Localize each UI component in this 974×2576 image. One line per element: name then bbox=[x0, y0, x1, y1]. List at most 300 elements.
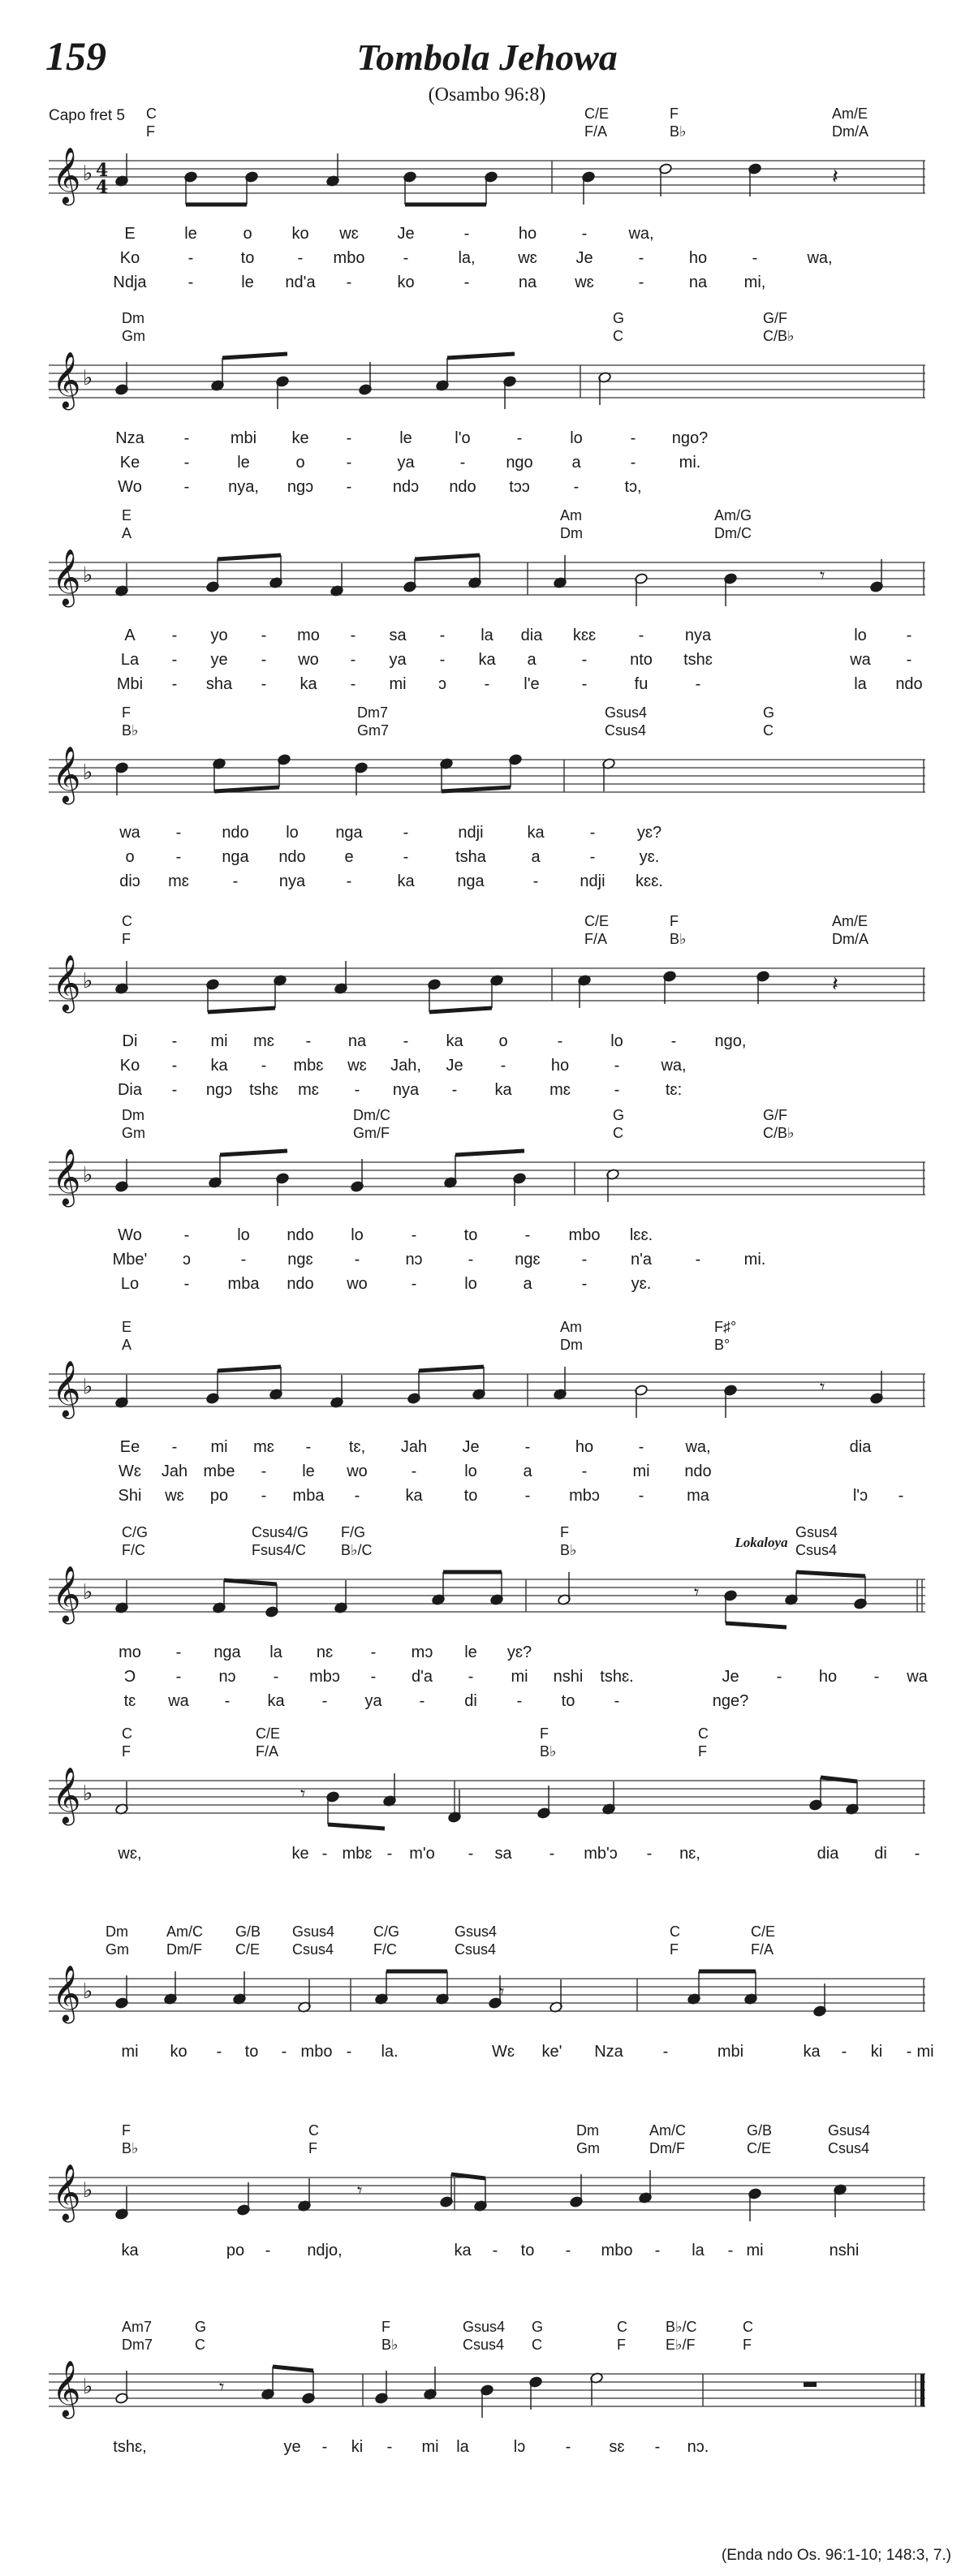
lyric-syllable: - bbox=[459, 454, 466, 472]
lyric-syllable: lo bbox=[610, 1032, 623, 1050]
lyric-syllable: mi bbox=[389, 675, 407, 693]
chord-symbol-capo: C bbox=[195, 2337, 205, 2353]
lyric-syllable: ka bbox=[210, 1057, 228, 1075]
chord-symbol: F bbox=[381, 2319, 390, 2335]
lyric-syllable: - bbox=[581, 1275, 588, 1293]
chord-symbol-capo: F/C bbox=[373, 1941, 397, 1958]
lyric-syllable: po bbox=[226, 2242, 245, 2259]
lyric-syllable: ndo bbox=[287, 1275, 314, 1293]
lyric-syllable: lo bbox=[464, 1275, 477, 1293]
chord-symbol-capo: Csus4 bbox=[463, 2337, 505, 2353]
chord-symbol-capo: F/A bbox=[751, 1941, 774, 1958]
lyric-syllable: - bbox=[386, 2438, 393, 2456]
staff-system bbox=[49, 147, 925, 205]
final-barline bbox=[920, 2374, 924, 2406]
lyric-syllable: mi bbox=[511, 1668, 528, 1686]
lyric-syllable: ngɛ bbox=[515, 1251, 541, 1269]
lyric-syllable: - bbox=[171, 1081, 178, 1099]
lyric-syllable: - bbox=[261, 1057, 267, 1075]
lyric-syllable: na bbox=[347, 1032, 367, 1050]
lyric-syllable: to bbox=[244, 2043, 259, 2061]
lyric-syllable: o bbox=[125, 848, 135, 866]
key-signature-flat-icon: ♭ bbox=[83, 366, 93, 390]
treble-clef-icon: 𝄞 bbox=[52, 147, 81, 204]
lyric-syllable: mɛ bbox=[253, 1438, 274, 1456]
lyric-syllable: tɔɔ bbox=[509, 478, 530, 496]
chord-symbol-capo: B♭ bbox=[540, 1743, 557, 1760]
chord-symbol: C/E bbox=[584, 106, 610, 122]
lyric-syllable: ma bbox=[687, 1487, 709, 1505]
lyric-syllable: - bbox=[171, 627, 178, 644]
lyric-syllable: Ndja bbox=[113, 274, 147, 291]
lyric-syllable: mi, bbox=[743, 274, 766, 291]
lyric-syllable: la bbox=[456, 2438, 469, 2456]
lyric-syllable: nto bbox=[630, 651, 653, 669]
lyric-syllable: tɛ bbox=[123, 1692, 136, 1710]
treble-clef-icon: 𝄞 bbox=[52, 746, 81, 803]
lyric-syllable: ngo, bbox=[714, 1032, 747, 1050]
lyric-syllable: sha bbox=[205, 675, 233, 693]
lyric-syllable: wa, bbox=[628, 225, 654, 243]
lyric-syllable: ke bbox=[291, 1845, 309, 1863]
chord-symbol-capo: B♭ bbox=[560, 1542, 577, 1558]
lyric-syllable: - bbox=[187, 249, 194, 267]
lyric-syllable: ko bbox=[397, 274, 415, 291]
lyric-syllable: - bbox=[281, 2043, 287, 2061]
lyric-syllable: ndji bbox=[580, 872, 606, 890]
lyric-syllable: nya bbox=[684, 627, 712, 644]
chord-symbol: Dm bbox=[122, 1107, 144, 1123]
key-signature-flat-icon: ♭ bbox=[83, 1580, 93, 1605]
lyric-syllable: - bbox=[524, 1226, 531, 1244]
lyric-syllable: nge? bbox=[712, 1692, 749, 1710]
lyric-syllable: - bbox=[261, 1487, 267, 1505]
lyric-syllable: lo bbox=[570, 429, 583, 447]
lyric-syllable: - bbox=[898, 1487, 904, 1505]
beam bbox=[208, 1008, 275, 1012]
lyric-syllable: - bbox=[232, 872, 239, 890]
chord-symbol: F♯° bbox=[714, 1319, 737, 1335]
lyric-syllable: Wɛ bbox=[491, 2043, 515, 2061]
staff-system bbox=[49, 2360, 925, 2419]
chord-symbol-capo: Csus4 bbox=[795, 1542, 838, 1558]
lyric-syllable: ndo bbox=[449, 478, 476, 496]
lyric-syllable: - bbox=[695, 675, 701, 693]
lyric-syllable: ye bbox=[283, 2438, 301, 2456]
lyric-syllable: - bbox=[261, 1462, 267, 1480]
lyric-syllable: - bbox=[403, 848, 409, 866]
lyric-syllable: ngo bbox=[506, 454, 533, 472]
lyric-syllable: na bbox=[688, 274, 708, 291]
lyric-syllable: mɛ bbox=[549, 1081, 571, 1099]
lyric-syllable: ɔ bbox=[183, 1251, 191, 1269]
lyric-syllable: Je bbox=[575, 249, 593, 267]
lyric-syllable: tɛ, bbox=[348, 1438, 366, 1456]
lyric-syllable: wɛ bbox=[165, 1487, 184, 1505]
staff-system bbox=[49, 1148, 925, 1207]
lyric-syllable: tshɛ bbox=[249, 1081, 278, 1099]
staff-system bbox=[49, 1566, 925, 1627]
lyric-syllable: - bbox=[500, 1057, 506, 1075]
chord-symbol-capo: F bbox=[122, 1743, 131, 1760]
lyric-syllable: mba bbox=[292, 1487, 325, 1505]
lyric-syllable: na bbox=[518, 274, 537, 291]
lyric-syllable: - bbox=[565, 2242, 571, 2259]
lyric-syllable: ndjo, bbox=[307, 2242, 343, 2259]
lyric-syllable: Je bbox=[397, 225, 415, 243]
lyric-syllable: - bbox=[906, 651, 912, 669]
lyric-syllable: ndo bbox=[287, 1226, 314, 1244]
lyric-syllable: sa bbox=[389, 627, 407, 644]
lyric-syllable: m'o bbox=[409, 1845, 435, 1863]
lyric-syllable: Dia bbox=[117, 1081, 143, 1099]
time-signature-bottom: 4 bbox=[96, 177, 109, 198]
lyric-syllable: - bbox=[273, 1668, 279, 1686]
lyric-syllable: - bbox=[614, 1692, 620, 1710]
lyric-syllable: - bbox=[240, 1251, 247, 1269]
lyric-syllable: - bbox=[403, 249, 409, 267]
lyric-syllable: n'a bbox=[630, 1251, 653, 1269]
lyric-syllable: ki bbox=[870, 2043, 883, 2061]
lyric-syllable: - bbox=[346, 478, 352, 496]
lyric-syllable: lɔ bbox=[513, 2438, 526, 2456]
lyric-syllable: - bbox=[589, 848, 596, 866]
lyric-syllable: nya bbox=[392, 1081, 420, 1099]
lyric-syllable: mi bbox=[210, 1032, 228, 1050]
lyric-syllable: - bbox=[419, 1692, 425, 1710]
eighth-rest-icon: 𝄾 bbox=[694, 1581, 700, 1604]
lyric-syllable: ngo? bbox=[671, 429, 709, 447]
beam bbox=[726, 1623, 787, 1627]
lyric-syllable: - bbox=[346, 872, 352, 890]
lyric-syllable: - bbox=[573, 478, 580, 496]
key-signature-flat-icon: ♭ bbox=[83, 1163, 93, 1187]
chord-symbol-capo: Dm/C bbox=[714, 525, 752, 541]
lyric-syllable: nga bbox=[222, 848, 249, 866]
chord-symbol-capo: F bbox=[617, 2337, 626, 2353]
chord-symbol-capo: Dm/A bbox=[832, 931, 868, 947]
chord-symbol: G/B bbox=[747, 2122, 773, 2139]
chord-symbol-capo: Csus4 bbox=[455, 1941, 497, 1958]
treble-clef-icon: 𝄞 bbox=[52, 2360, 81, 2417]
chord-symbol: G bbox=[195, 2319, 207, 2335]
lyric-syllable: - bbox=[216, 2043, 222, 2061]
lyric-syllable: mbi bbox=[717, 2043, 744, 2061]
lyric-syllable: ka bbox=[446, 1032, 463, 1050]
lyric-syllable: - bbox=[354, 1081, 360, 1099]
lyric-syllable: a bbox=[531, 848, 541, 866]
lyric-syllable: - bbox=[305, 1438, 312, 1456]
lyric-syllable: - bbox=[350, 651, 356, 669]
chord-symbol-capo: C/E bbox=[235, 1941, 261, 1958]
lyric-syllable: Mbi bbox=[116, 675, 144, 693]
lyric-syllable: ko bbox=[170, 2043, 187, 2061]
lyric-syllable: mbo bbox=[601, 2242, 633, 2259]
staff-system bbox=[49, 1767, 925, 1829]
chord-symbol-capo: C/B♭ bbox=[763, 328, 795, 344]
lyric-syllable: to bbox=[561, 1692, 575, 1710]
lyric-syllable: - bbox=[516, 429, 523, 447]
lyric-syllable: yɛ? bbox=[636, 824, 662, 842]
chord-symbol: C bbox=[308, 2122, 319, 2139]
lyric-syllable: to bbox=[520, 2242, 535, 2259]
lyric-syllable: - bbox=[524, 1438, 531, 1456]
lyric-syllable: la. bbox=[381, 2043, 399, 2061]
treble-clef-icon: 𝄞 bbox=[52, 1360, 81, 1417]
lyric-syllable: Je bbox=[462, 1438, 480, 1456]
chord-symbol-capo: Dm/F bbox=[166, 1941, 202, 1958]
treble-clef-icon: 𝄞 bbox=[52, 1148, 81, 1205]
lyric-syllable: wɛ bbox=[339, 225, 359, 243]
lyric-syllable: - bbox=[175, 1668, 182, 1686]
lyric-syllable: - bbox=[581, 651, 588, 669]
lyric-syllable: - bbox=[350, 675, 356, 693]
chord-symbol: Dm7 bbox=[357, 704, 389, 721]
lyric-syllable: ka bbox=[397, 872, 415, 890]
treble-clef-icon: 𝄞 bbox=[52, 2164, 81, 2221]
lyric-syllable: - bbox=[171, 1032, 178, 1050]
lyric-syllable: - bbox=[451, 1081, 458, 1099]
lyric-syllable: Nza bbox=[115, 429, 144, 447]
lyric-syllable: mɛ bbox=[298, 1081, 319, 1099]
lyric-syllable: mbo bbox=[568, 1226, 601, 1244]
lyric-syllable: wa bbox=[119, 824, 140, 842]
chord-symbol: G bbox=[613, 310, 625, 326]
lyric-syllable: - bbox=[354, 1251, 360, 1269]
lyric-syllable: - bbox=[638, 274, 644, 291]
chord-symbol-capo: F bbox=[122, 931, 131, 947]
key-signature-flat-icon: ♭ bbox=[83, 162, 93, 186]
chord-symbol: Am/E bbox=[832, 106, 868, 122]
lyric-syllable: - bbox=[581, 225, 588, 243]
lyric-syllable: - bbox=[463, 274, 470, 291]
chord-symbol-capo: C bbox=[613, 328, 623, 344]
treble-clef-icon: 𝄞 bbox=[52, 954, 81, 1011]
quarter-rest-icon: 𝄽 bbox=[832, 165, 838, 189]
lyric-syllable: - bbox=[492, 2242, 498, 2259]
lyric-syllable: wa bbox=[907, 1668, 928, 1686]
chord-symbol: E bbox=[122, 507, 132, 523]
lyric-syllable: lo bbox=[351, 1226, 364, 1244]
lyric-syllable: - bbox=[175, 848, 182, 866]
lyric-syllable: mi bbox=[916, 2043, 934, 2061]
chord-symbol: E bbox=[122, 1319, 132, 1335]
lyric-syllable: d'a bbox=[411, 1668, 433, 1686]
chord-symbol: C bbox=[698, 1725, 709, 1742]
lyric-syllable: dia bbox=[520, 627, 543, 644]
lyric-syllable: mbɔ bbox=[309, 1668, 340, 1686]
lyric-syllable: le bbox=[464, 1643, 477, 1661]
lyric-syllable: mbo bbox=[333, 249, 365, 267]
lyric-syllable: Je bbox=[722, 1668, 739, 1686]
lyric-syllable: wo bbox=[347, 1275, 368, 1293]
lyric-syllable: Je bbox=[446, 1057, 463, 1075]
lyric-syllable: - bbox=[411, 1226, 417, 1244]
lyric-syllable: ngɛ bbox=[287, 1251, 313, 1269]
lyric-syllable: ho bbox=[550, 1057, 570, 1075]
lyric-syllable: wa bbox=[850, 651, 871, 669]
treble-clef-icon: 𝄞 bbox=[52, 1767, 81, 1824]
chord-symbol: F/G bbox=[341, 1524, 365, 1540]
beam bbox=[273, 2367, 313, 2371]
lyric-syllable: a bbox=[527, 651, 537, 669]
lyric-syllable: - bbox=[403, 1032, 409, 1050]
lyric-syllable: nga bbox=[213, 1643, 241, 1661]
lyric-syllable: - bbox=[183, 454, 190, 472]
lyric-syllable: le bbox=[399, 429, 412, 447]
lyric-syllable: - bbox=[261, 675, 267, 693]
lyric-syllable: yɛ? bbox=[506, 1643, 532, 1661]
lyric-syllable: - bbox=[727, 2242, 734, 2259]
lyric-syllable: - bbox=[439, 651, 446, 669]
chord-symbol: C/E bbox=[584, 913, 610, 929]
lyric-syllable: wɛ, bbox=[118, 1845, 142, 1863]
lyric-syllable: ngɔ bbox=[205, 1081, 233, 1099]
lyric-syllable: - bbox=[630, 429, 636, 447]
chord-symbol-capo: Csus4 bbox=[605, 722, 647, 739]
lyric-syllable: mi bbox=[210, 1438, 228, 1456]
lyric-syllable: Ee bbox=[119, 1438, 140, 1456]
lyric-syllable: - bbox=[321, 1845, 328, 1863]
chord-symbol: G/F bbox=[763, 310, 787, 326]
lyric-syllable: lo bbox=[854, 627, 867, 644]
eighth-rest-icon: 𝄾 bbox=[219, 2376, 225, 2398]
lyric-syllable: - bbox=[171, 1057, 178, 1075]
lyric-syllable: mɛ bbox=[168, 872, 189, 890]
lyric-syllable: la bbox=[269, 1643, 282, 1661]
lyric-syllable: ka bbox=[478, 651, 496, 669]
lyric-syllable: - bbox=[187, 274, 194, 291]
chord-symbol: C bbox=[122, 1725, 132, 1742]
lyric-syllable: Ɔ bbox=[123, 1668, 136, 1686]
lyric-syllable: wɛ bbox=[518, 249, 537, 267]
lyric-syllable: o bbox=[243, 225, 252, 243]
lyric-syllable: to bbox=[240, 249, 255, 267]
lyric-syllable: lo bbox=[464, 1462, 477, 1480]
lyric-syllable: nga bbox=[335, 824, 363, 842]
lyric-syllable: - bbox=[695, 1251, 701, 1269]
lyric-syllable: - bbox=[463, 225, 470, 243]
capo-instruction: Capo fret 5 bbox=[49, 107, 125, 124]
chord-symbol: Dm bbox=[106, 1923, 128, 1940]
lyric-syllable: ko bbox=[291, 225, 309, 243]
chord-symbol-capo: Dm/A bbox=[832, 123, 868, 140]
chord-symbol-capo: C bbox=[613, 1125, 623, 1141]
chord-symbol-capo: Gm bbox=[122, 1125, 145, 1141]
lyric-syllable: ho bbox=[518, 225, 537, 243]
lyric-syllable: lo bbox=[237, 1226, 250, 1244]
lyric-syllable: l'e bbox=[524, 675, 540, 693]
beam bbox=[415, 555, 480, 559]
lyric-syllable: a bbox=[523, 1462, 532, 1480]
lyric-syllable: - bbox=[183, 478, 190, 496]
lyric-syllable: a bbox=[523, 1275, 532, 1293]
chord-symbol: G bbox=[763, 704, 775, 721]
chord-symbol-capo: F/A bbox=[584, 123, 608, 140]
lyric-syllable: nshi bbox=[553, 1668, 584, 1686]
lyric-syllable: - bbox=[350, 627, 356, 644]
lyric-syllable: ɔ bbox=[438, 675, 446, 693]
lyric-syllable: - bbox=[305, 1032, 312, 1050]
lyric-syllable: - bbox=[224, 1692, 231, 1710]
chord-symbol-capo: B♭ bbox=[122, 2140, 139, 2156]
lyric-syllable: yo bbox=[210, 627, 228, 644]
lyric-syllable: tsha bbox=[455, 848, 486, 866]
lyric-syllable: ka bbox=[405, 1487, 423, 1505]
lyric-syllable: mbɔ bbox=[569, 1487, 600, 1505]
lyric-syllable: Nza bbox=[594, 2043, 623, 2061]
lyric-syllable: nya bbox=[278, 872, 306, 890]
lyric-syllable: A bbox=[124, 627, 136, 644]
staff-system bbox=[49, 1965, 925, 2023]
lyric-syllable: - bbox=[346, 2043, 352, 2061]
chord-symbol: Dm/C bbox=[353, 1107, 390, 1123]
beam bbox=[218, 1367, 281, 1371]
lyric-syllable: nshi bbox=[829, 2242, 860, 2259]
lyric-syllable: ke bbox=[291, 429, 309, 447]
chord-symbol: C bbox=[122, 913, 132, 929]
chord-symbol-capo: Gm bbox=[106, 1941, 129, 1958]
chord-symbol-capo: B♭ bbox=[670, 123, 687, 140]
lyric-syllable: yɛ. bbox=[639, 848, 660, 866]
chord-symbol-capo: Gm7 bbox=[357, 722, 390, 739]
key-signature-flat-icon: ♭ bbox=[83, 2178, 93, 2203]
lyric-syllable: ndɔ bbox=[392, 478, 420, 496]
lyric-syllable: po bbox=[209, 1487, 229, 1505]
chord-symbol: G bbox=[532, 2319, 544, 2335]
lyric-syllable: - bbox=[261, 627, 267, 644]
lyric-syllable: - bbox=[297, 249, 304, 267]
lyric-syllable: mi. bbox=[679, 454, 701, 472]
chord-symbol-capo: C/B♭ bbox=[763, 1125, 795, 1141]
lyric-syllable: - bbox=[654, 2438, 661, 2456]
lyric-syllable: Wo bbox=[118, 1226, 142, 1244]
lyric-syllable: - bbox=[175, 1643, 182, 1661]
eighth-rest-icon: 𝄾 bbox=[300, 1782, 306, 1805]
eighth-rest-icon: 𝄾 bbox=[357, 2179, 363, 2202]
chord-symbol-capo: A bbox=[122, 1337, 132, 1353]
key-signature-flat-icon: ♭ bbox=[83, 1979, 93, 2004]
lyric-syllable: - bbox=[646, 1845, 653, 1863]
eighth-rest-icon: 𝄾 bbox=[820, 1376, 825, 1398]
chord-symbol-capo: B♭ bbox=[381, 2337, 399, 2353]
chord-symbol-capo: C bbox=[532, 2337, 542, 2353]
lyric-syllable: ki bbox=[351, 2438, 364, 2456]
chord-symbol-capo: Gm/F bbox=[353, 1125, 390, 1141]
lyric-syllable: La bbox=[120, 651, 140, 669]
chord-symbol-capo: C/E bbox=[747, 2140, 772, 2156]
lyric-syllable: tɛ: bbox=[665, 1081, 683, 1099]
lyric-syllable: mi bbox=[421, 2438, 439, 2456]
chord-symbol: Gsus4 bbox=[828, 2122, 871, 2139]
chord-symbol: C bbox=[617, 2319, 627, 2335]
lyric-syllable: ho bbox=[818, 1668, 838, 1686]
chord-symbol-capo: A bbox=[122, 525, 132, 541]
lyric-syllable: le bbox=[184, 225, 197, 243]
lyric-syllable: nya, bbox=[228, 478, 259, 496]
lyric-syllable: mbɛ bbox=[342, 1845, 373, 1863]
lyric-syllable: ho bbox=[688, 249, 708, 267]
chord-symbol: C bbox=[146, 106, 157, 122]
lyric-syllable: dia bbox=[817, 1845, 839, 1863]
lyric-syllable: la bbox=[692, 2242, 705, 2259]
whole-rest bbox=[804, 2382, 817, 2387]
chord-symbol: G/B bbox=[235, 1923, 261, 1940]
beam bbox=[447, 354, 515, 358]
lyric-syllable: wa, bbox=[685, 1438, 711, 1456]
eighth-rest-icon: 𝄾 bbox=[820, 564, 825, 587]
lyric-syllable: Mbe' bbox=[112, 1251, 148, 1269]
